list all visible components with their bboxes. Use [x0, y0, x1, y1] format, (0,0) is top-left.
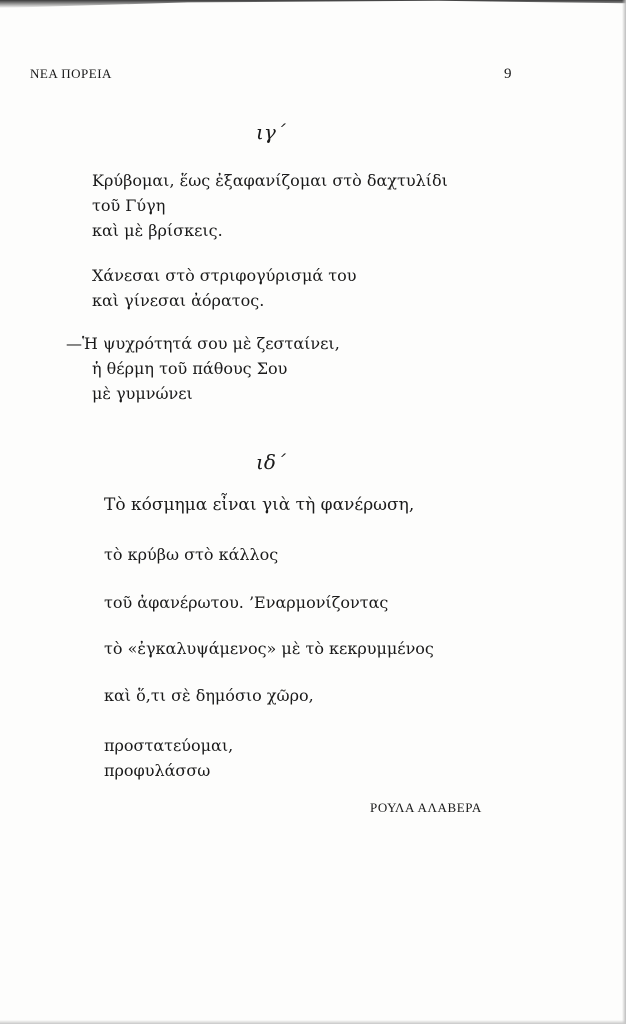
poem-1-stanza-2: [92, 263, 356, 313]
verse-line: ἡ θέρμη τοῦ πάθους Σου: [92, 359, 288, 378]
author-signature: ΡΟΥΛΑ ΑΛΑΒΕΡΑ: [370, 800, 482, 815]
verse-line: —Ἡ ψυχρότητά σου μὲ ζεσταίνει,: [66, 334, 340, 353]
scan-shadow-bottom: [0, 1020, 626, 1024]
scan-shadow-top: [0, 0, 626, 8]
verse-line: Κρύβομαι, ἕως ἐξαφανίζομαι στὸ δαχτυλίδι: [92, 171, 448, 190]
poem-2-line: καὶ ὅ,τι σὲ δημόσιο χῶρο,: [104, 686, 314, 705]
poem-1-numeral: ιγ΄: [256, 120, 286, 144]
poem-2-line: τὸ κρύβω στὸ κάλλος: [104, 545, 279, 564]
verse-line: τοῦ Γύγη: [92, 196, 166, 215]
verse-line: μὲ γυμνώνει: [92, 384, 193, 403]
poem-2-line: προφυλάσσω: [104, 761, 211, 780]
poem-1-stanza-3: [66, 331, 340, 406]
page-number: 9: [504, 66, 512, 82]
running-title: ΝΕΑ ΠΟΡΕΙΑ: [30, 66, 112, 81]
poem-2-line: Τὸ κόσμημα εἶναι γιὰ τὴ φανέρωση,: [104, 495, 415, 515]
poem-2-line: προστατεύομαι,: [104, 736, 234, 755]
poem-2-line: τοῦ ἀφανέρωτου. ’Εναρμονίζοντας: [104, 593, 389, 612]
poem-2-line: τὸ «ἐγκαλυψάμενος» μὲ τὸ κεκρυμμένος: [104, 639, 434, 658]
scan-shadow-right: [622, 0, 626, 1024]
verse-line: Χάνεσαι στὸ στριφογύρισμά του: [92, 266, 357, 285]
verse-line: καὶ γίνεσαι ἀόρατος.: [92, 291, 265, 310]
poem-1-stanza-1: [92, 168, 448, 243]
poem-2-numeral: ιδ΄: [256, 450, 286, 474]
verse-line: καὶ μὲ βρίσκεις.: [92, 221, 223, 240]
